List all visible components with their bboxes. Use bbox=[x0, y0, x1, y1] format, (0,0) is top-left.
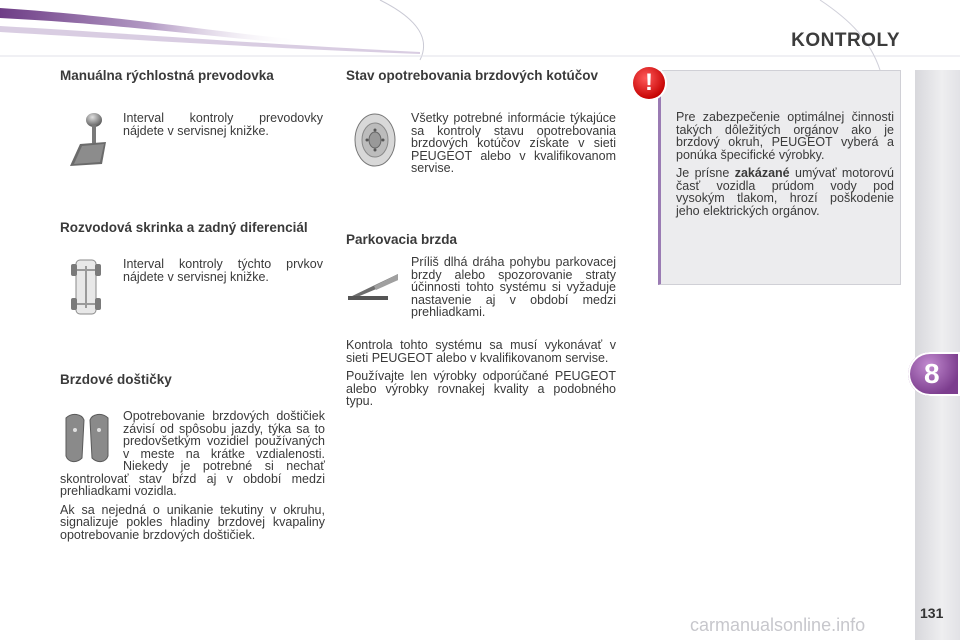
discs-text: Všetky potrebné informácie týkajúce sa kontroly stavu opotrebovania brzdových kotúčov získate v sieti PEUGEOT alebo v kvalifikovanom servise. bbox=[411, 111, 616, 175]
section-title: Rozvodová skrinka a zadný diferenciál bbox=[60, 220, 308, 235]
parking-text-3: Používajte len výrobky odporúčané PEUGEOT alebo výrobky rovnakej kvality a podobného typu. bbox=[346, 369, 616, 408]
brake-disc-icon bbox=[352, 112, 398, 168]
warning-text-2-bold: zakázané bbox=[734, 166, 790, 180]
section-pads-title bbox=[60, 372, 320, 387]
parking-text-1: Príliš dlhá dráha pohybu parkovacej brzdy alebo spozorovanie straty účinnosti tohto systému si vyžaduje nastavenie aj v období medzi prehliadkami. bbox=[411, 255, 616, 319]
page-title: KONTROLY bbox=[791, 30, 900, 51]
page-number: 131 bbox=[920, 605, 944, 621]
chapter-number: 8 bbox=[924, 358, 940, 389]
transfer-text: Interval kontroly týchto prvkov nájdete v servisnej knižke. bbox=[123, 257, 323, 284]
section-gearbox-title bbox=[60, 68, 320, 83]
warning-text-1: Pre zabezpečenie optimálnej činnosti takých dôležitých orgánov ako je brzdový okruh, PEUGEOT vyberá a ponúka špecifické výrobky. bbox=[676, 110, 894, 162]
parking-brake-lever-icon bbox=[346, 268, 400, 302]
section-title: Manuálna rýchlostná prevodovka bbox=[60, 68, 274, 83]
gear-lever-icon bbox=[62, 112, 110, 168]
warning-text-2 bbox=[676, 167, 894, 217]
exclamation-icon: ! bbox=[645, 69, 653, 96]
parking-text-block-1 bbox=[411, 256, 616, 319]
warning-icon bbox=[633, 67, 665, 99]
drivetrain-icon bbox=[70, 258, 102, 316]
parking-text-2: Kontrola tohto systému sa musí vykonávať v sieti PEUGEOT alebo v kvalifikovanom servise. bbox=[346, 338, 616, 365]
section-title: Parkovacia brzda bbox=[346, 232, 458, 247]
section-title: Stav opotrebovania brzdových kotúčov bbox=[346, 68, 599, 83]
pads-text-block bbox=[60, 410, 325, 541]
parking-text-block-2 bbox=[346, 339, 616, 408]
section-transfer-title bbox=[60, 220, 320, 235]
section-title: Brzdové doštičky bbox=[60, 372, 172, 387]
pads-text-2: Ak sa nejedná o unikanie tekutiny v okruhu, signalizuje pokles hladiny brzdovej kvapaliny opotrebovanie brzdových doštičiek. bbox=[60, 502, 325, 542]
warning-text-2-a: Je prísne bbox=[676, 166, 735, 180]
gearbox-text: Interval kontroly prevodovky nájdete v servisnej knižke. bbox=[123, 111, 323, 138]
pads-text-1-content: Opotrebovanie brzdových doštičiek závisí od spôsobu jazdy, týka sa to predovšetkým vozidiel používaných v meste na krátke vzdialenosti. Niekedy je potrebné si nechať skontrolovať stav bŕzd aj v období medzi prehliadkami vozidla. bbox=[60, 409, 325, 498]
transfer-text-block bbox=[123, 258, 323, 283]
section-parking-title bbox=[346, 232, 616, 247]
warning-box bbox=[658, 70, 901, 285]
warning-text-2-b: umývať motorovú časť vozidla prúdom vody pod vysokým tlakom, hrozí poškodenie jeho elektrických orgánov. bbox=[676, 166, 895, 218]
pads-icon-spacer bbox=[60, 410, 123, 462]
section-discs-title bbox=[346, 68, 616, 83]
discs-text-block bbox=[411, 112, 616, 175]
chapter-badge[interactable] bbox=[908, 352, 960, 396]
watermark: carmanualsonline.info bbox=[690, 615, 866, 635]
pads-text-1 bbox=[60, 410, 325, 498]
gearbox-text-block bbox=[123, 112, 323, 137]
warning-text-block bbox=[676, 111, 894, 217]
